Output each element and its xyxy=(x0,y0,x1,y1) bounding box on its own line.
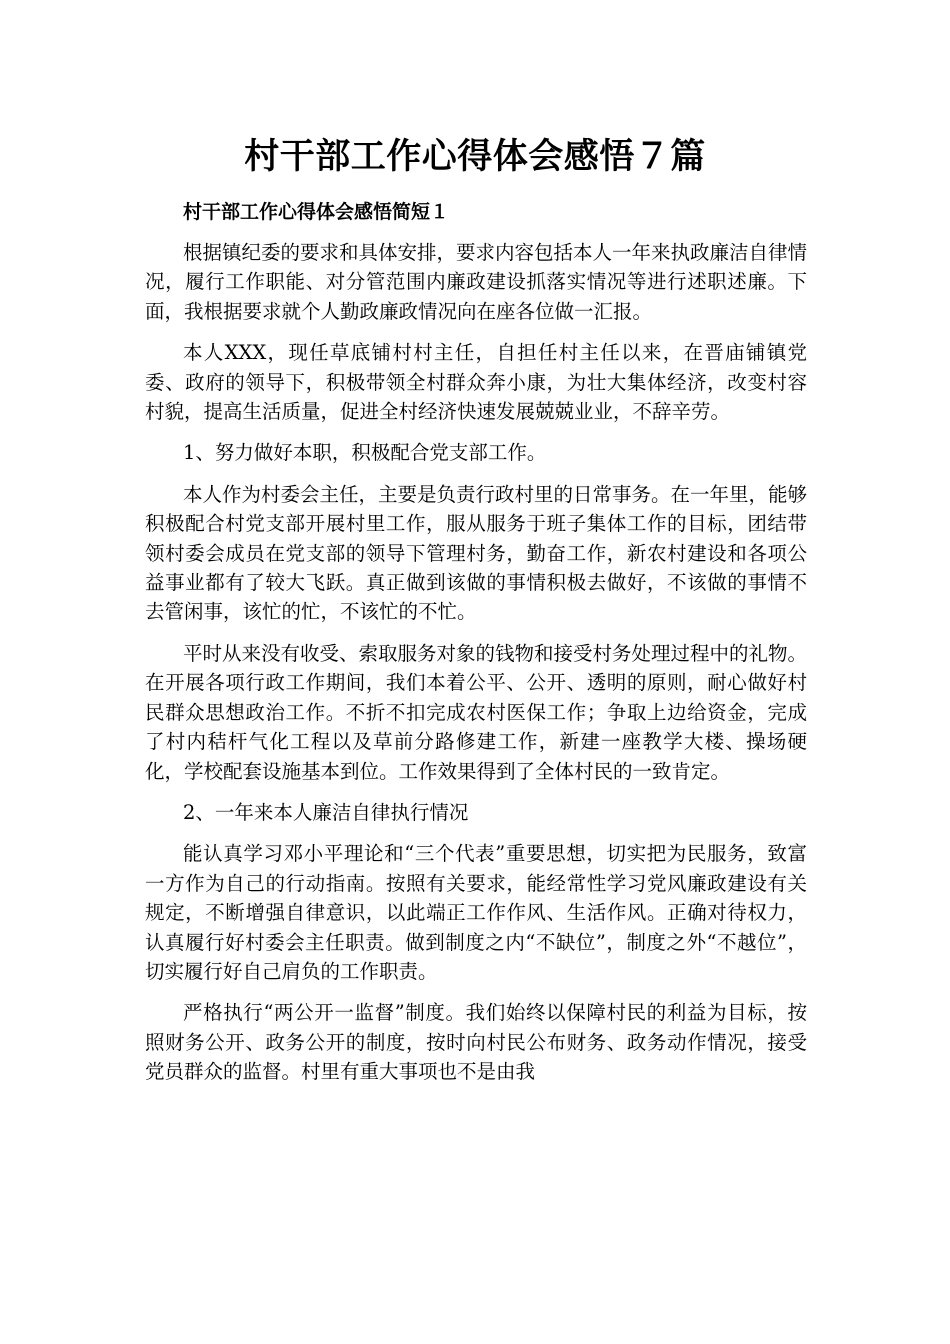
paragraph: 根据镇纪委的要求和具体安排，要求内容包括本人一年来执政廉洁自律情况，履行工作职能、对分管范围内廉政建设抓落实情况等进行述职述廉。下面，我根据要求就个人勤政廉政情况向在座各位做一汇报。 xyxy=(145,241,808,323)
section-subtitle: 村干部工作心得体会感悟简短１ xyxy=(183,201,450,223)
document-title: 村干部工作心得体会感悟７篇 xyxy=(244,137,706,177)
paragraph: 本人作为村委会主任，主要是负责行政村里的日常事务。在一年里，能够积极配合村党支部开展村里工作，服从服务于班子集体工作的目标，团结带领村委会成员在党支部的领导下管理村务，勤奋工作，新农村建设和各项公益事业都有了较大飞跃。真正做到该做的事情积极去做好，不该做的事情不去管闲事，该忙的忙，不该忙的不忙。 xyxy=(145,482,808,624)
section-heading: 1、努力做好本职，积极配合党支部工作。 xyxy=(183,441,547,465)
paragraph: 本人XXX，现任草底铺村村主任，自担任村主任以来，在晋庙铺镇党委、政府的领导下，积极带领全村群众奔小康，为壮大集体经济，改变村容村貌，提高生活质量，促进全村经济快速发展兢兢业业，不辞辛劳。 xyxy=(145,341,807,424)
document-body xyxy=(145,196,807,1099)
section-heading: 2、一年来本人廉洁自律执行情况 xyxy=(183,800,469,824)
paragraph: 严格执行“两公开一监督”制度。我们始终以保障村民的利益为目标，按照财务公开、政务公开的制度，按时向村民公布财务、政务动作情况，接受党员群众的监督。村里有重大事项也不是由我 xyxy=(145,1001,807,1084)
paragraph: 能认真学习邓小平理论和“三个代表”重要思想，切实把为民服务，致富一方作为自己的行动指南。按照有关要求，能经常性学习党风廉政建设有关规定，不断增强自律意识，以此端正工作作风、生活作风。正确对待权力，认真履行好村委会主任职责。做到制度之内“不缺位”，制度之外“不越位”，切实履行好自己肩负的工作职责。 xyxy=(145,842,807,983)
paragraph: 平时从来没有收受、索取服务对象的钱物和接受村务处理过程中的礼物。在开展各项行政工作期间，我们本着公平、公开、透明的原则，耐心做好村民群众思想政治工作。不折不扣完成农村医保工作；争取上边给资金，完成了村内秸杆气化工程以及草前分路修建工作，新建一座教学大楼、操场硬化，学校配套设施基本到位。工作效果得到了全体村民的一致肯定。 xyxy=(145,641,808,783)
